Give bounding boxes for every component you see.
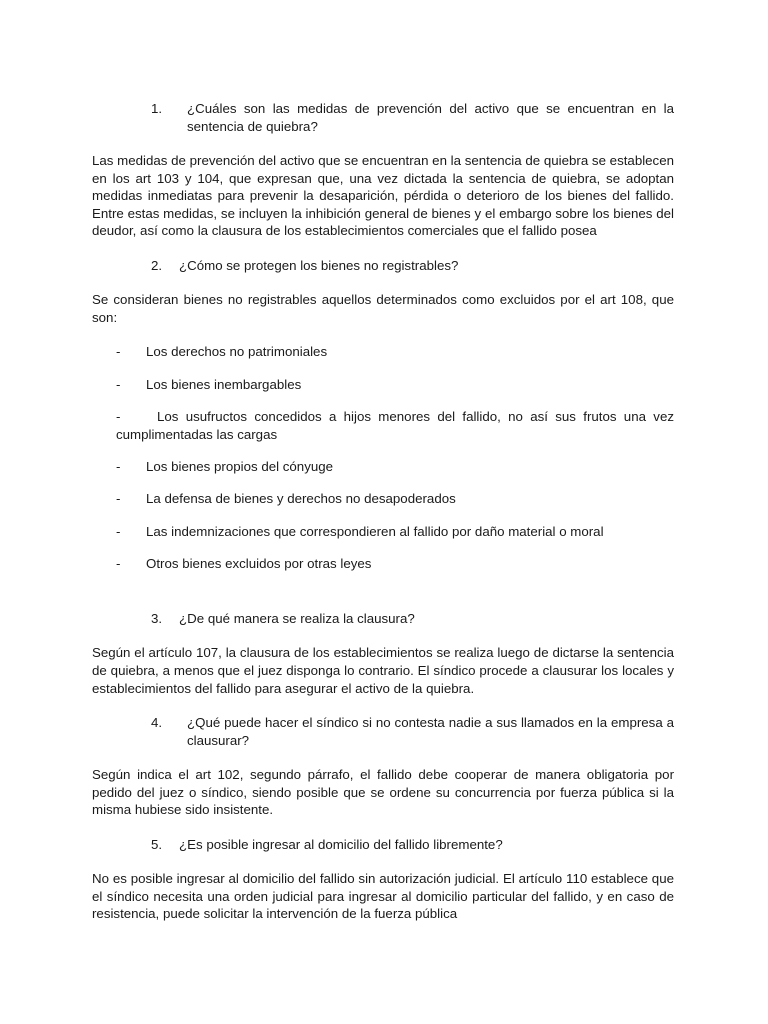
list-item [116, 376, 674, 394]
document-body [92, 100, 674, 940]
list-item [116, 555, 674, 573]
question-1 [92, 100, 674, 136]
list-item-text: La defensa de bienes y derechos no desapoderados [146, 491, 456, 507]
question-number: 5. [151, 837, 163, 853]
list-dash: - [116, 491, 121, 507]
question-number: 2. [151, 257, 163, 273]
list-item-text: Los bienes inembargables [146, 376, 302, 392]
question-3 [92, 610, 674, 628]
list-item-text: Los derechos no patrimoniales [146, 344, 328, 360]
list-item-text: Otros bienes excluidos por otras leyes [146, 556, 372, 572]
question-text: ¿Cómo se protegen los bienes no registrables? [179, 257, 459, 273]
list-dash: - [116, 556, 121, 572]
list-dash: - [116, 458, 121, 474]
list-item-text: Las indemnizaciones que correspondieren al fallido por daño material o moral [146, 523, 604, 539]
list-dash: - [116, 376, 121, 392]
question-number: 4. [151, 715, 163, 731]
list-dash: - [116, 408, 121, 424]
list-item [116, 343, 674, 361]
question-2 [92, 257, 674, 275]
question-4 [92, 714, 674, 750]
answer-2: Se consideran bienes no registrables aquellos determinados como excluidos por el art 108, que son: [92, 291, 674, 325]
answer-4: Según indica el art 102, segundo párrafo, el fallido debe cooperar de manera obligatoria por pedido del juez o síndico, siendo posible que se ordene su concurrencia por fuerza pública si la misma hubiese sido insistente. [92, 767, 674, 818]
list-item [116, 523, 674, 541]
answer-3: Según el artículo 107, la clausura de los establecimientos se realiza luego de dictarse la sentencia de quiebra, a menos que el juez disponga lo contrario. El síndico procede a clausurar los locales y establecimientos del fallido para asegurar el activo de la quiebra. [92, 645, 674, 696]
question-text: ¿Cuáles son las medidas de prevención del activo que se encuentran en la sentencia de quiebra? [187, 101, 674, 134]
answer-1: Las medidas de prevención del activo que se encuentran en la sentencia de quiebra se establecen en los art 103 y 104, que expresan que, una vez dictada la sentencia de quiebra, se adoptan medidas inmediatas para prevenir la desaparición, pérdida o deterioro de los bienes del fallido. Entre estas medidas, se incluyen la inhibición general de bienes y el embargo sobre los bienes del deudor, así como la clausura de los establecimientos comerciales que el fallido posea [92, 153, 674, 239]
list-dash: - [116, 344, 121, 360]
list-item-text: Los bienes propios del cónyuge [146, 458, 334, 474]
question-number: 1. [151, 101, 163, 116]
list-dash: - [116, 523, 121, 539]
list-item-text: Los usufructos concedidos a hijos menores del fallido, no así sus frutos una vez cumplimentadas las cargas [116, 408, 674, 442]
question-5 [92, 836, 674, 854]
list-item [116, 458, 674, 476]
question-text: ¿Es posible ingresar al domicilio del fallido libremente? [179, 837, 503, 853]
blank-line [92, 587, 674, 610]
question-text: ¿Qué puede hacer el síndico si no contesta nadie a sus llamados en la empresa a clausurar? [187, 715, 674, 749]
list-item [116, 408, 674, 443]
question-number: 3. [151, 611, 163, 627]
list-item [116, 490, 674, 508]
question-text: ¿De qué manera se realiza la clausura? [179, 611, 415, 627]
answer-5: No es posible ingresar al domicilio del fallido sin autorización judicial. El artículo 110 establece que el síndico necesita una orden judicial para ingresar al domicilio particular del fallido, y en caso de resistencia, puede solicitar la intervención de la fuerza pública [92, 871, 674, 922]
